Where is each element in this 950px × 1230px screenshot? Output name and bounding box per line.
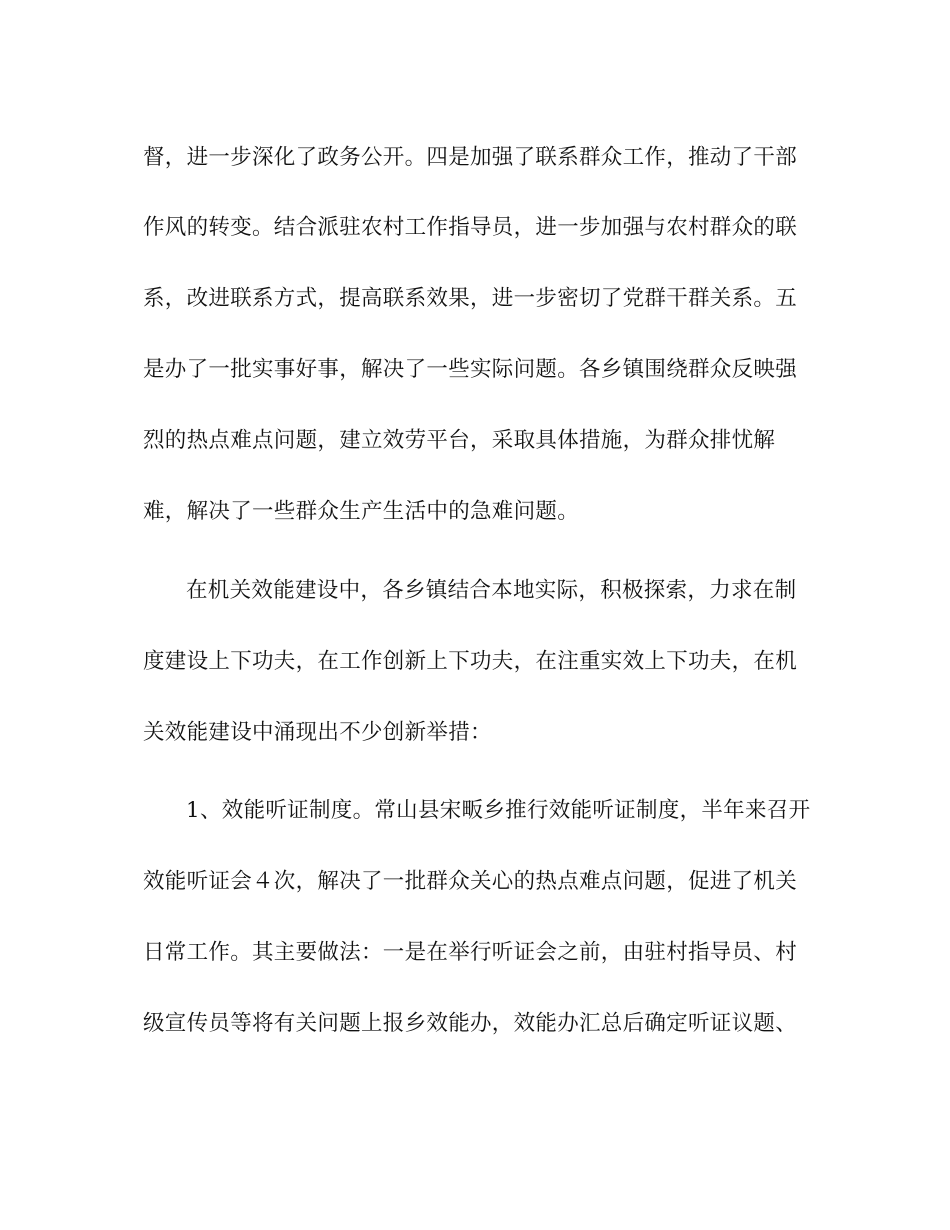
paragraph-start-line: 1、效能听证制度。常山县宋畈乡推行效能听证制度，半年来召开: [186, 798, 811, 823]
text-line: 烈的热点难点问题，建立效劳平台，采取具体措施，为群众排忧解: [143, 428, 776, 453]
text-line: 级宣传员等将有关问题上报乡效能办，效能办汇总后确定听证议题、: [143, 1011, 798, 1036]
text-line: 督，进一步深化了政务公开。四是加强了联系群众工作，推动了干部: [143, 145, 798, 170]
text-line: 是办了一批实事好事，解决了一些实际问题。各乡镇围绕群众反映强: [143, 357, 798, 382]
text-line: 作风的转变。结合派驻农村工作指导员，进一步加强与农村群众的联: [143, 215, 798, 240]
text-line: 系，改进联系方式，提高联系效果，进一步密切了党群干群关系。五: [143, 286, 798, 311]
text-line: 关效能建设中涌现出不少创新举措：: [143, 720, 492, 745]
text-line: 效能听证会４次，解决了一批群众关心的热点难点问题，促进了机关: [143, 869, 798, 894]
text-line: 难，解决了一些群众生产生活中的急难问题。: [143, 499, 580, 524]
paragraph-start-line: 在机关效能建设中，各乡镇结合本地实际，积极探索，力求在制: [186, 578, 797, 603]
text-line: 度建设上下功夫，在工作创新上下功夫，在注重实效上下功夫，在机: [143, 649, 798, 674]
text-line: 日常工作。其主要做法：一是在举行听证会之前，由驻村指导员、村: [143, 940, 798, 965]
